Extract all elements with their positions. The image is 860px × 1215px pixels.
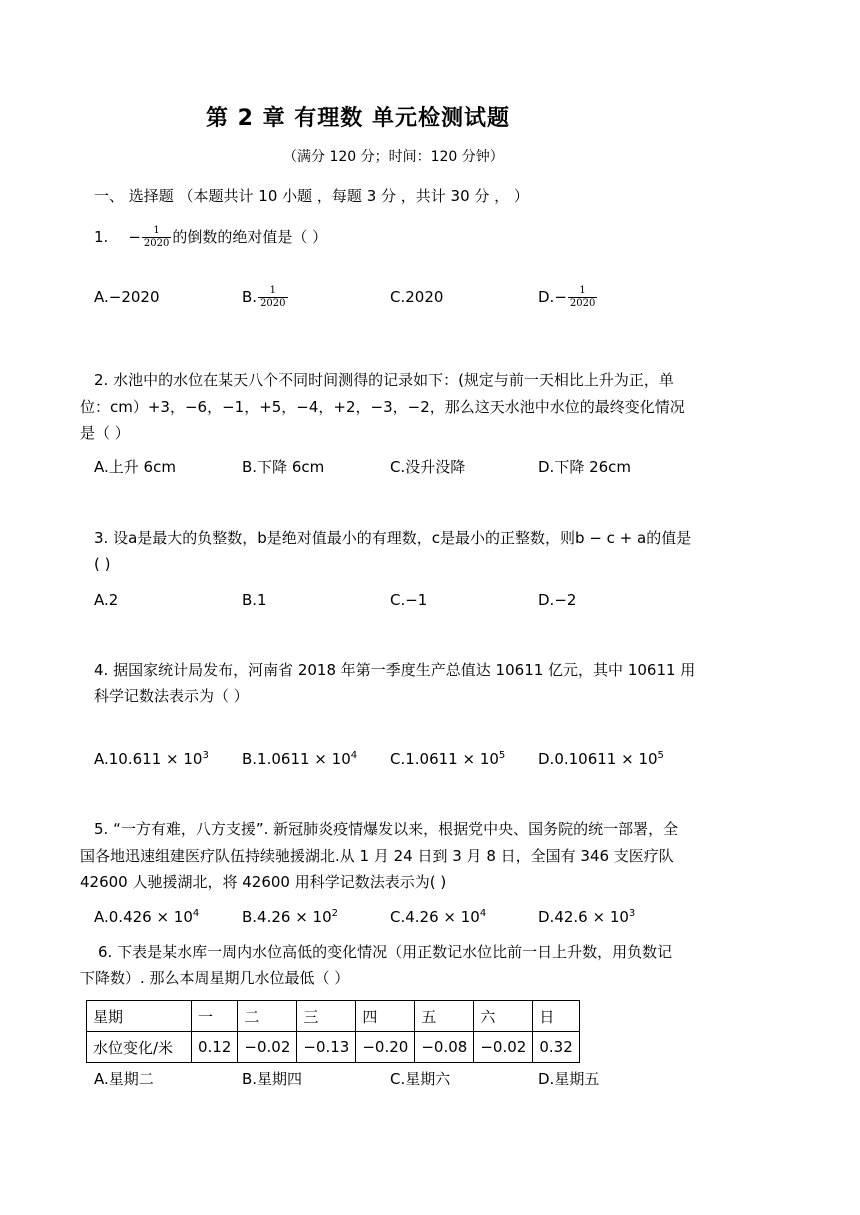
option-d	[538, 910, 635, 925]
option-d: D.−2	[538, 591, 577, 609]
fraction-numerator: 1	[153, 225, 160, 236]
fraction-numerator: 1	[269, 285, 276, 296]
option-c	[390, 752, 505, 767]
option-exponent: 2	[331, 908, 339, 919]
page-subtitle: （满分 120 分；时间：120 分钟）	[283, 149, 504, 165]
question-6-line-2: 下降数）. 那么本周星期几水位最低（ ）	[80, 969, 350, 987]
minus-sign: −	[128, 228, 141, 246]
fraction-numerator: 1	[579, 285, 586, 296]
option-exponent: 5	[657, 750, 664, 761]
table-cell: −0.13	[297, 1032, 356, 1063]
question-2-line-3: 是（ ）	[80, 424, 130, 442]
option-exponent: 3	[202, 750, 209, 761]
option-base: B.4.26 × 10	[242, 908, 332, 926]
question-4-line-2: 科学记数法表示为（ ）	[94, 687, 249, 705]
question-number: 1.	[94, 228, 109, 246]
question-4-line-1: 4. 据国家统计局发布，河南省 2018 年第一季度生产总值达 10611 亿元，其中 10611 用	[94, 661, 696, 679]
table-row	[87, 1032, 580, 1063]
option-a: A.2	[94, 591, 119, 609]
table-cell: 星期	[87, 1001, 192, 1032]
option-exponent: 4	[350, 750, 358, 761]
table-cell: −0.02	[238, 1032, 297, 1063]
question-6-line-1: 6. 下表是某水库一周内水位高低的变化情况（用正数记水位比前一日上升数，用负数记	[98, 943, 673, 961]
option-exponent: 5	[498, 750, 506, 761]
option-base: A.0.426 × 10	[94, 908, 193, 926]
option-b: B.1	[242, 591, 267, 609]
option-base: D.42.6 × 10	[538, 908, 629, 926]
option-b	[242, 910, 338, 925]
question-2-line-1: 2. 水池中的水位在某天八个不同时间测得的记录如下：(规定与前一天相比上升为正，单	[94, 371, 674, 389]
table-cell: 0.32	[533, 1032, 579, 1063]
option-c: C.没升没降	[390, 458, 466, 476]
table-cell: 六	[474, 1001, 533, 1032]
option-base: A.10.611 × 10	[94, 750, 203, 768]
water-level-table	[86, 1000, 580, 1063]
option-d: D.下降 26cm	[538, 458, 632, 476]
option-d	[538, 752, 664, 767]
table-cell: 一	[192, 1001, 238, 1032]
fraction	[142, 226, 171, 249]
table-cell: −0.20	[356, 1032, 415, 1063]
option-a: A.上升 6cm	[94, 458, 176, 476]
table-cell: 日	[533, 1001, 579, 1032]
option-exponent: 4	[192, 908, 200, 919]
table-cell: −0.02	[474, 1032, 533, 1063]
option-a	[94, 752, 209, 767]
option-b: B.下降 6cm	[242, 458, 325, 476]
table-cell: 三	[297, 1001, 356, 1032]
option-base: C.4.26 × 10	[390, 908, 480, 926]
table-header-row	[87, 1001, 580, 1032]
fraction-denominator: 2020	[260, 297, 286, 309]
option-c: C.星期六	[390, 1070, 451, 1088]
fraction-denominator: 2020	[143, 237, 170, 249]
option-d	[538, 286, 598, 309]
fraction-denominator: 2020	[569, 297, 596, 309]
table-cell: 0.12	[192, 1032, 238, 1063]
option-a: A.−2020	[94, 288, 160, 306]
question-3-line-2: ( )	[94, 555, 111, 573]
option-b	[242, 286, 289, 309]
option-label: B.	[242, 288, 258, 306]
option-exponent: 3	[628, 908, 636, 919]
option-c: C.−1	[390, 591, 428, 609]
question-text: 的倒数的绝对值是（ ）	[172, 228, 328, 246]
option-b	[242, 752, 357, 767]
fraction	[568, 286, 597, 309]
question-1	[94, 226, 327, 249]
option-c	[390, 910, 486, 925]
option-b: B.星期四	[242, 1070, 303, 1088]
table-cell: 二	[238, 1001, 297, 1032]
option-d: D.星期五	[538, 1070, 600, 1088]
question-5-line-2: 国各地迅速组建医疗队伍持续驰援湖北.从 1 月 24 日到 3 月 8 日，全国有 346 支医疗队	[80, 847, 674, 865]
table-cell: 五	[415, 1001, 474, 1032]
question-5-line-3: 42600 人驰援湖北，将 42600 用科学记数法表示为( )	[80, 873, 447, 891]
option-base: B.1.0611 × 10	[242, 750, 351, 768]
option-base: D.0.10611 × 10	[538, 750, 658, 768]
option-a	[94, 910, 199, 925]
option-c: C.2020	[390, 288, 444, 306]
table-cell: 四	[356, 1001, 415, 1032]
option-base: C.1.0611 × 10	[390, 750, 499, 768]
table-cell: 水位变化/米	[87, 1032, 192, 1063]
page-title: 第 2 章 有理数 单元检测试题	[206, 106, 510, 131]
fraction	[258, 286, 287, 309]
section-header: 一、 选择题 （本题共计 10 小题 ，每题 3 分 ，共计 30 分 ， ）	[94, 187, 529, 205]
question-5-line-1: 5. “一方有难，八方支援”. 新冠肺炎疫情爆发以来，根据党中央、国务院的统一部署，全	[94, 820, 679, 838]
option-label: D.−	[538, 288, 567, 306]
table-cell: −0.08	[415, 1032, 474, 1063]
question-2-line-2: 位：cm）+3，−6，−1，+5，−4，+2，−3，−2，那么这天水池中水位的最终变化情况	[80, 398, 685, 416]
option-a: A.星期二	[94, 1070, 154, 1088]
option-exponent: 4	[479, 908, 487, 919]
question-3-line-1: 3. 设a是最大的负整数，b是绝对值最小的有理数，c是最小的正整数，则b − c + a的值是	[94, 529, 692, 547]
